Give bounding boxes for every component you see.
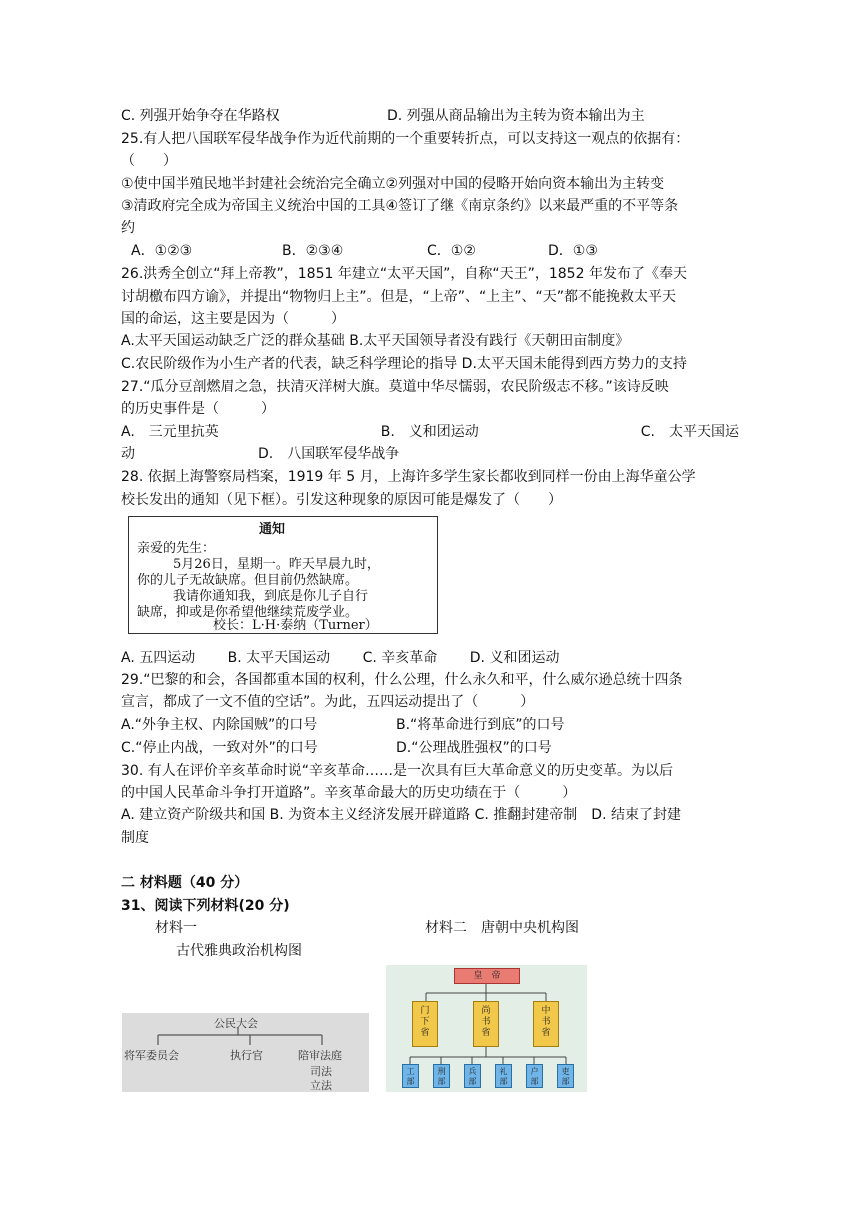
citizen-assembly-label: 公民大会 [214, 1017, 258, 1030]
q26-options-cd: C.农民阶级作为小生产者的代表，缺乏科学理论的指导 D.太平天国未能得到西方势力的支持 [121, 356, 687, 372]
option-d: D. 八国联军侵华战争 [258, 446, 400, 462]
option-c-tail: 动 [121, 446, 135, 462]
q30-options-tail: 制度 [121, 830, 149, 846]
q30-stem-line2: 的中国人民革命斗争打开道路”。辛亥革命最大的历史功绩在于（ ） [121, 785, 577, 801]
notice-line2: 你的儿子无故缺席。但目前仍然缺席。 [137, 573, 359, 588]
judicial-label: 司法 [310, 1065, 332, 1078]
material2-label: 材料二 唐朝中央机构图 [425, 920, 579, 936]
notice-line1: 5月26日，星期一。昨天早晨九时， [173, 557, 380, 572]
q26-stem-line1: 26.洪秀全创立“拜上帝教”，1851 年建立“太平天国”，自称“天王”，1852 年发布了《奉天 [121, 266, 687, 282]
notice-box [128, 516, 438, 634]
jury-court-label: 陪审法庭 [298, 1049, 342, 1062]
emperor-box: 皇 帝 [454, 968, 520, 984]
option-c: C. 列强开始争夺在华路权 [121, 108, 280, 124]
option-a: A.“外争主权、内除国贼”的口号 [121, 717, 318, 733]
q30-stem-line1: 30. 有人在评价辛亥革命时说“辛亥革命……是一次具有巨大革命意义的历史变革。为以后 [121, 763, 673, 779]
option-c: C. 太平天国运 [640, 424, 739, 440]
q27-options-line2 [121, 444, 400, 464]
athens-structure-diagram [122, 1013, 369, 1092]
li-bu-personnel-box: 吏 部 [557, 1064, 574, 1088]
q25-stem-line2: （ ） [121, 153, 177, 169]
li-bu-rites-box: 礼 部 [495, 1064, 512, 1088]
option-b: B.“将革命进行到底”的口号 [396, 717, 565, 733]
bing-bu-box: 兵 部 [464, 1064, 481, 1088]
q28-stem-line1: 28. 依据上海警察局档案，1919 年 5 月，上海许多学生家长都收到同样一份由上海华童公学 [121, 469, 696, 485]
notice-signature: 校长：L·H·泰纳（Turner） [213, 618, 378, 633]
section-heading: 二 材料题（40 分） [121, 875, 249, 891]
q25-stem-line1: 25.有人把八国联军侵华战争作为近代前期的一个重要转折点，可以支持这一观点的依据有： [121, 131, 690, 147]
notice-line4: 缺席，抑或是你希望他继续荒废学业。 [137, 605, 359, 620]
executive-label: 执行官 [230, 1049, 263, 1062]
notice-title: 通知 [259, 522, 286, 537]
option-b: B. 义和团运动 [380, 424, 479, 440]
generals-board-label: 将军委员会 [124, 1049, 179, 1062]
q28-stem-line2: 校长发出的通知（见下框）。引发这种现象的原因可能是爆发了（ ） [121, 492, 562, 508]
menxia-sheng-box: 门 下 省 [412, 1001, 438, 1047]
notice-greeting: 亲爱的先生： [137, 541, 216, 556]
q26-stem-line3: 国的命运，这主要是因为（ ） [121, 311, 345, 327]
q29-stem-line2: 宣言，都成了一文不值的空话”。为此，五四运动提出了（ ） [121, 694, 535, 710]
q24-options-cd [121, 106, 645, 126]
q27-stem-line2: 的历史事件是（ ） [121, 401, 275, 417]
q25-items-line1: ①使中国半殖民地半封建社会统治完全确立②列强对中国的侵略开始向资本输出为主转变 [121, 176, 665, 192]
q25-items-line3: 约 [121, 220, 135, 236]
gong-bu-box: 工 部 [402, 1064, 419, 1088]
q29-stem-line1: 29.“巴黎的和会，各国都重本国的权利，什么公理，什么永久和平，什么威尔逊总统十四条 [121, 672, 683, 688]
q25-options [131, 241, 598, 261]
option-b: B．②③④ [282, 243, 344, 259]
option-c: C．①② [427, 243, 476, 259]
q27-options-line1 [121, 422, 739, 442]
q27-stem-line1: 27.“瓜分豆剖燃眉之急，扶清灭洋树大旗。莫道中华尽懦弱，农民阶级志不移。”该诗反映 [121, 379, 669, 395]
q30-options: A. 建立资产阶级共和国 B. 为资本主义经济发展开辟道路 C. 推翻封建帝制 D. 结束了封建 [121, 807, 681, 823]
option-c: C.“停止内战，一致对外”的口号 [121, 740, 318, 756]
q29-options-ab [121, 715, 565, 735]
q29-options-cd [121, 738, 552, 758]
option-d: D．①③ [548, 243, 598, 259]
material1-caption: 古代雅典政治机构图 [176, 943, 302, 959]
tang-structure-diagram [386, 965, 587, 1092]
option-d: D.“公理战胜强权”的口号 [396, 740, 552, 756]
q26-stem-line2: 讨胡檄布四方谕》，并提出“物物归上主”。但是，“上帝”、“上主”、“天”都不能挽救太平天 [121, 289, 677, 305]
zhongshu-sheng-box: 中 书 省 [533, 1001, 559, 1047]
q26-options-ab: A.太平天国运动缺乏广泛的群众基础 B.太平天国领导者没有践行《天朝田亩制度》 [121, 333, 630, 349]
option-a: A．①②③ [131, 243, 193, 259]
legislative-label: 立法 [310, 1079, 332, 1092]
option-d: D. 列强从商品输出为主转为资本输出为主 [387, 108, 645, 124]
option-a: A. 三元里抗英 [121, 424, 219, 440]
shangshu-sheng-box: 尚 书 省 [473, 1001, 499, 1047]
material1-label: 材料一 [155, 920, 197, 936]
xing-bu-box: 刑 部 [433, 1064, 450, 1088]
q31-title: 31、阅读下列材料(20 分) [121, 898, 290, 914]
notice-line3: 我请你通知我，到底是你儿子自行 [173, 589, 369, 604]
q28-options: A. 五四运动 B. 太平天国运动 C. 辛亥革命 D. 义和团运动 [121, 650, 560, 666]
q25-items-line2: ③清政府完全成为帝国主义统治中国的工具④签订了继《南京条约》以来最严重的不平等条 [121, 198, 679, 214]
hu-bu-box: 户 部 [526, 1064, 543, 1088]
